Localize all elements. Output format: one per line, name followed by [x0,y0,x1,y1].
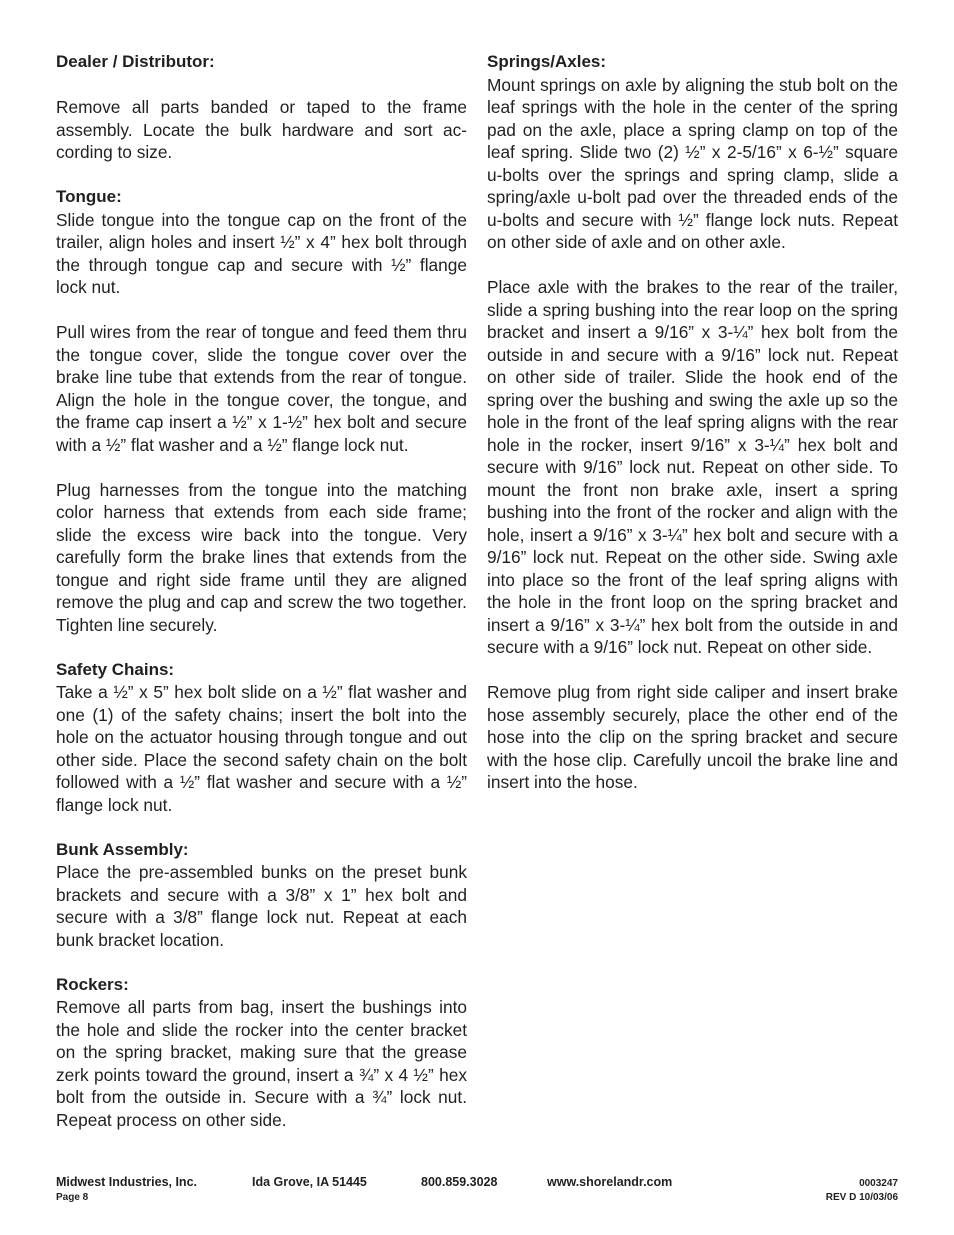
springs-axles-heading: Springs/Axles: [487,52,607,71]
tongue-section [56,186,467,636]
springs-axles-paragraph-1: Mount springs on axle by aligning the stub bolt on the leaf springs with the hole in the center of the spring pad on the axle, place a spring clamp on top of the leaf spring. Slide two (2) ½” x 2-5/16” x 6-½” square u-bolts over the springs and spring clamp, slide a spring/axle u-bolt pad over the threaded ends of the u-bolts and secure with ½” flange lock nuts. Repeat on other side of axle and on other axle. [487,74,898,252]
bunk-assembly-section [56,839,467,952]
right-column [487,51,898,816]
tongue-paragraph-3: Plug harnesses from the tongue into the matching color harness that extends from each side frame; slide the excess wire back into the tongue. Very carefully form the brake lines that extends from the tongue and right side frame until they are aligned remove the plug and cap and screw the two together. Tighten line securely. [56,479,467,635]
bunk-assembly-heading: Bunk Assembly: [56,839,189,859]
tongue-heading: Tongue: [56,187,122,206]
dealer-section [56,51,467,164]
safety-chains-paragraph: Take a ½” x 5” hex bolt slide on a ½” flat washer and one (1) of the safety chains; insert the bolt into the hole on the actuator housing through tongue and out other side. Place the second safety chain on the bolt followed with a ½” flat washer and secure with a ½” flange lock nut. [56,682,467,815]
footer-company: Midwest Industries, Inc. [56,1175,197,1189]
tongue-paragraph-2: Pull wires from the rear of tongue and feed them thru the tongue cover, slide the tongue cover over the brake line tube that extends from the rear of tongue. Align the hole in the tongue cover, the tongue, and the frame cap insert a ½” x 1-½” hex bolt and secure with a ½” flat washer and a ½” flange lock nut. [56,322,467,455]
footer-page-number: Page 8 [56,1192,89,1203]
bunk-assembly-paragraph: Place the pre-assembled bunks on the preset bunk brackets and secure with a 3/8” x 1” hex bolt and secure with a 3/8” flange lock nut. Repeat at each bunk bracket location. [56,862,467,950]
footer-row-meta [56,1192,898,1206]
springs-axles-paragraph-2: Place axle with the brakes to the rear of the trailer, slide a spring bushing into the rear loop on the spring bracket and insert a 9/16” x 3-¼” hex bolt from the outside in and secure with a 9/16” lock nut. Repeat on other side of trailer. Slide the hook end of the spring over the bushing and swing the axle up so the hole in the front of the leaf spring aligns with the rear hole in the rocker, insert 9/16” x 3-¼” hex bolt and secure with 9/16” lock nut. Repeat on other side. To mount the front non brake axle, insert a spring bushing into the front of the rocker and align with the hole, insert a 9/16” x 3-¼” hex bolt and secure with a 9/16” lock nut. Repeat on the other side. Swing axle into place so the front of the leaf spring aligns with the hole in the front loop on the spring bracket and insert a 9/16” x 3-¼” hex bolt from the outside in and secure with a 9/16” lock nut. Repeat on other side. [487,277,898,657]
page-footer [56,1175,898,1206]
footer-row-contact [56,1175,898,1192]
springs-axles-section [487,51,898,794]
springs-axles-paragraph-3: Remove plug from right side caliper and insert brake hose assembly securely, place the other end of the hose into the clip on the spring bracket and secure with the hose clip. Carefully uncoil the brake line and insert into the hose. [487,682,898,792]
footer-phone: 800.859.3028 [421,1175,498,1189]
rockers-section [56,974,467,1132]
footer-doc-number: 0003247 [859,1178,898,1189]
dealer-heading: Dealer / Distributor: [56,52,215,71]
footer-city: Ida Grove, IA 51445 [252,1175,367,1189]
footer-website: www.shorelandr.com [547,1175,673,1189]
rockers-paragraph: Remove all parts from bag, insert the bushings into the hole and slide the rocker into the center bracket on the spring bracket, making sure that the grease zerk points toward the ground, insert a ¾” x 4 ½” hex bolt from the outside in. Secure with a ¾” lock nut. Repeat process on other side. [56,997,467,1130]
safety-chains-heading: Safety Chains: [56,659,175,679]
rockers-heading: Rockers: [56,974,129,994]
tongue-paragraph-1: Slide tongue into the tongue cap on the front of the trailer, align holes and insert ½” x 4” hex bolt through the through tongue cap and secure with ½” flange lock nut. [56,209,467,297]
footer-revision: REV D 10/03/06 [825,1192,898,1203]
dealer-paragraph: Remove all parts banded or taped to the frame assembly. Locate the bulk hardware and sort according to size. [56,97,467,162]
safety-chains-section [56,659,467,817]
left-column [56,51,467,1154]
